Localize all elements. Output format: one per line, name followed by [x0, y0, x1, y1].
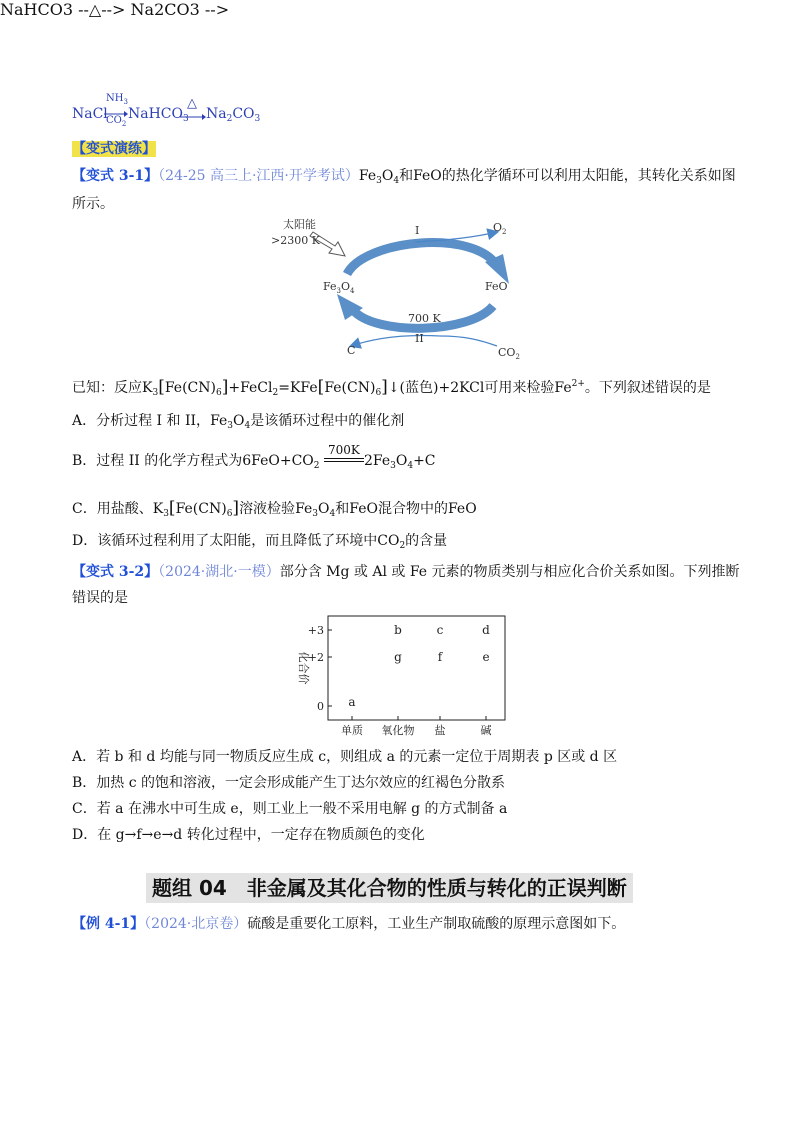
c-label: C: [347, 344, 356, 357]
question-3-1: 【变式 3-1】（24-25 高三上·江西·开学考试）$Fe_3O_4$和FeO的热化学循环可以利用太阳能，其转化关系如图: [72, 168, 736, 186]
fe3o4-node: $Fe_3O_4$: [323, 280, 355, 295]
option-3-1-d: D．该循环过程利用了太阳能，而且降低了环境中$CO_2$的含量: [72, 533, 448, 551]
option-3-2-d: D．在 g→f→e→d 转化过程中，一定存在物质颜色的变化: [72, 827, 425, 843]
c-branch-arrow: [351, 335, 440, 346]
question-tag: 【变式 3-2】: [72, 564, 159, 580]
option-3-1-b: B．过程 II 的化学方程式为$6FeO+CO_2$ 700K $2Fe_3O_4+C$: [72, 451, 436, 471]
practice-banner: 【变式演练】: [72, 141, 156, 157]
question-source: （2024·北京卷）: [144, 916, 248, 932]
process-i-label: I: [415, 224, 420, 237]
question-3-2: 【变式 3-2】（2024·湖北·一模）部分含 Mg 或 Al 或 Fe 元素的物质类别与相应化合价关系如图。下列推断: [72, 564, 740, 580]
na2co3-text: $Na_2CO_3$: [206, 106, 261, 124]
co2-input-line: [440, 336, 497, 346]
fe3o4-formula: $Fe_3O_4$: [358, 168, 400, 186]
option-3-2-a: A．若 b 和 d 均能与同一物质反应生成 c，则组成 a 的元素一定位于周期表 p 区或 d 区: [72, 749, 618, 765]
x-tick-label: 氧化物: [381, 724, 415, 737]
nacl-text: NaCl: [72, 106, 108, 122]
question-tag: 【例 4-1】: [72, 916, 145, 932]
point-label-e: e: [482, 650, 490, 664]
point-label-a: a: [348, 695, 356, 709]
y-tick-label: +3: [307, 624, 324, 637]
nh3-label: $NH_3$: [106, 93, 128, 106]
example-4-1: 【例 4-1】（2024·北京卷）硫酸是重要化工原料，工业生产制取硫酸的原理示意图如下。: [72, 916, 626, 932]
y-tick-label: +2: [307, 651, 324, 664]
section-heading: 题组 04 非金属及其化合物的性质与转化的正误判断: [146, 873, 633, 903]
point-label-g: g: [394, 650, 402, 664]
top-reaction: [72, 93, 272, 130]
x-tick-label: 碱: [480, 724, 492, 737]
point-label-d: d: [482, 623, 490, 637]
nahco3-text: NaHCO$_3$: [128, 106, 189, 124]
feo-node: FeO: [485, 280, 508, 293]
option-3-2-c: C．若 a 在沸水中可生成 e，则工业上一般不采用电解 g 的方式制备 a: [72, 801, 508, 817]
x-tick-label: 单质: [341, 724, 363, 737]
question-source: （2024·湖北·一模）: [158, 564, 280, 580]
o2-label: $O_2$: [493, 221, 507, 236]
solar-label: 太阳能: [283, 218, 316, 231]
condition-label: 700K: [327, 443, 360, 457]
valence-chart: [280, 610, 520, 745]
option-3-1-a: A．分析过程 I 和 II，$Fe_3O_4$是该循环过程中的催化剂: [72, 413, 405, 431]
upper-cycle-arrow: [347, 243, 497, 274]
co2-label: $CO_2$: [106, 115, 127, 128]
cycle-diagram: [265, 214, 540, 362]
process-ii-label: II: [415, 332, 424, 345]
question-source: （24-25 高三上·江西·开学考试）: [158, 168, 359, 184]
temp-low-label: 700 K: [408, 312, 441, 325]
arrow-icon: [180, 113, 206, 121]
known-reaction: 已知：反应$K_3[Fe(CN)_6]+FeCl_2=KFe[Fe(CN)_6]↓$(蓝色)+2KCl可用来检验$Fe^{2+}$。下列叙述错误的是: [72, 377, 711, 398]
y-axis-label: 化合价: [297, 651, 310, 685]
delta-symbol: △: [187, 96, 197, 111]
y-tick-label: 0: [317, 700, 324, 713]
question-3-1-line2: 所示。: [72, 196, 114, 212]
point-label-b: b: [394, 623, 402, 637]
co2-node-label: $CO_2$: [498, 346, 520, 361]
point-label-f: f: [437, 650, 443, 664]
x-tick-label: 盐: [434, 724, 446, 737]
question-3-2-line2: 错误的是: [72, 590, 128, 606]
temp-high-label: >2300 K: [271, 234, 320, 247]
option-3-2-b: B．加热 c 的饱和溶液，一定会形成能产生丁达尔效应的红褐色分散系: [72, 775, 506, 791]
question-tag: 【变式 3-1】: [72, 168, 159, 184]
option-3-1-c: C．用盐酸、$K_3[Fe(CN)_6]$溶液检验$Fe_3O_4$和FeO混合物中的FeO: [72, 498, 477, 519]
point-label-c: c: [436, 623, 444, 637]
